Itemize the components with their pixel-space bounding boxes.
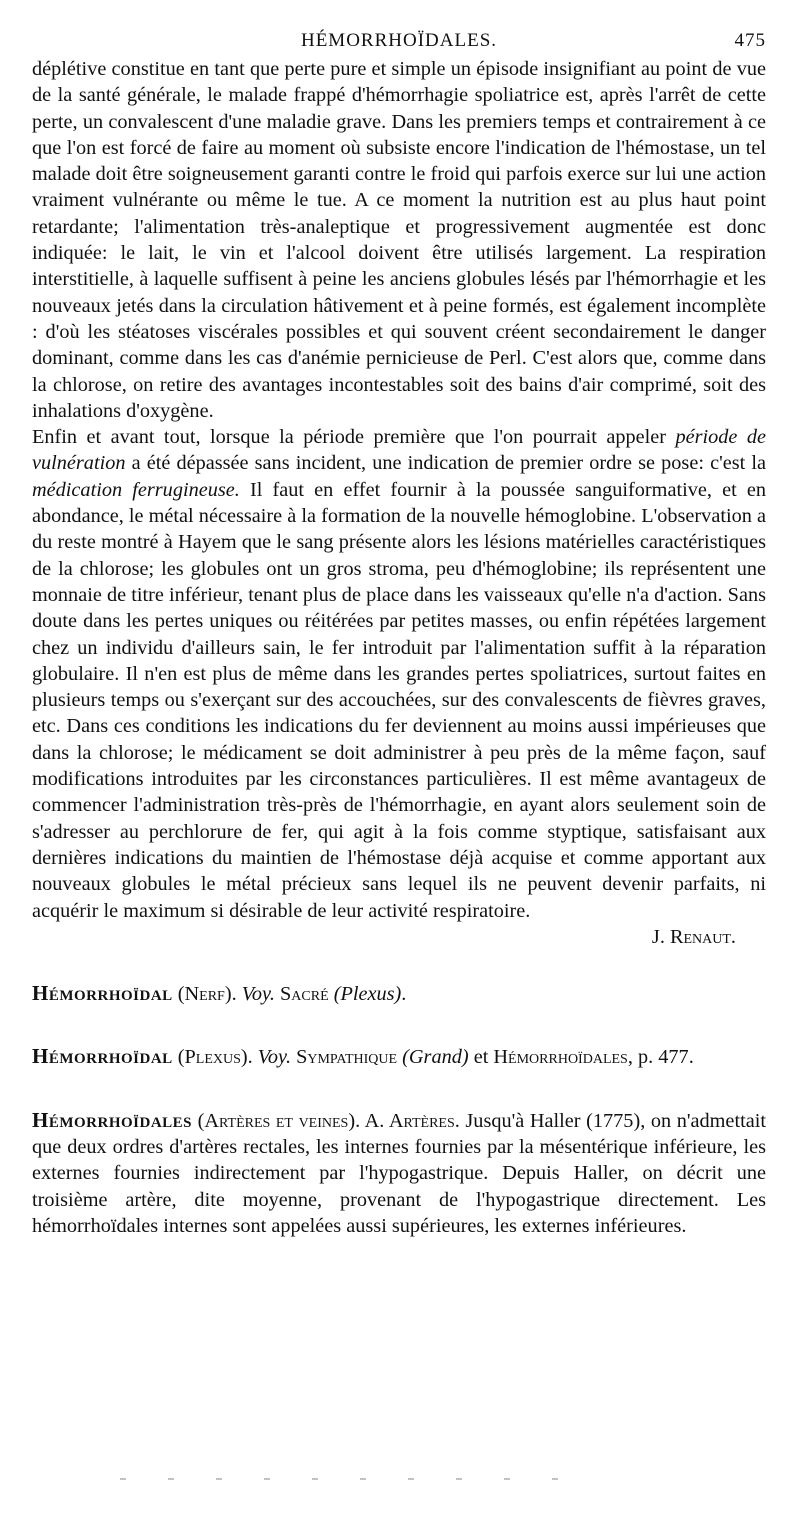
- entry-headword: Hémorrhoïdal: [32, 981, 173, 1006]
- cross-reference-detail: (Plexus): [333, 983, 402, 1006]
- cross-reference: Sacré: [274, 983, 334, 1006]
- entry-nerf: [32, 980, 766, 1007]
- book-page: [32, 30, 766, 1239]
- entry-headword: Hémorrhoïdal: [32, 1044, 173, 1069]
- entry-text: Jusqu'à Haller (1775), on n'admettait que deux ordres d'artères rectales, les internes fournies par la mésentérique inférieure, les externes fournies indirectement par l'hypogastrique. Depuis Haller, on décrit une troisième artère, dite moyenne, provenant de l'hypogastrique directement. Les hémorrhoïdales internes sont appelées aussi supérieures, les externes inférieures.: [32, 1109, 766, 1237]
- term-vulneration: période de vulnération: [32, 426, 767, 475]
- author-signature: [32, 924, 766, 950]
- scan-artifact-line: [120, 1478, 580, 1480]
- article-body: [32, 56, 766, 950]
- conjunction: et: [468, 1046, 494, 1069]
- entry-headword: Hémorrhoïdales: [32, 1107, 193, 1132]
- entry-qualifier: (Nerf).: [172, 983, 242, 1006]
- entry-tail: , p. 477.: [627, 1046, 694, 1069]
- author-name: J. Renaut.: [651, 925, 736, 948]
- entry-qualifier: (Plexus).: [172, 1046, 258, 1069]
- entry-tail: .: [401, 983, 407, 1006]
- cross-reference: Sympathique: [291, 1046, 403, 1069]
- paragraph-continued: déplétive constitue en tant que perte pure et simple un épisode insignifiant au point de vue de la santé générale, le malade frappé d'hémorrhagie spoliatrice est, après l'arrêt de cette perte, un convalescent d'une maladie grave. Dans les premiers temps et contrairement à ce que l'on est forcé de faire au moment où subsiste encore l'indication de l'hémostase, un tel malade doit être soigneusement garanti contre le froid qui parfois exerce sur lui une action vraiment vulnérante ou même le tue. A ce moment la nutrition est au plus haut point retardante; l'alimentation très-analeptique et progressivement augmentée est donc indiquée: le lait, le vin et l'alcool doivent être utilisés largement. La respiration interstitielle, à laquelle suffisent à peine les anciens globules lésés par l'hémorrhagie et les nouveaux jetés dans la circulation hâtivement et à peine formés, est également incomplète : d'où les stéatoses viscérales possibles et qui souvent créent secondairement le danger dominant, comme dans les cas d'anémie pernicieuse de Perl. C'est alors que, comme dans la chlorose, on retire des avantages incontestables soit des bains d'air comprimé, soit des inhalations d'oxygène.: [32, 58, 766, 422]
- section-label: A. Artères.: [364, 1109, 460, 1132]
- voy-label: Voy.: [257, 1046, 292, 1069]
- text-run: a été dépassée sans incident, une indication de premier ordre se pose: c'est la: [125, 452, 766, 475]
- voy-label: Voy.: [241, 983, 275, 1006]
- entry-plexus: [32, 1043, 766, 1070]
- running-title: HÉMORRHOÏDALES.: [300, 30, 498, 51]
- text-run: Il faut en effet fournir à la poussée sanguiformative, et en abondance, le métal nécessaire à la formation de la nouvelle hémoglobine. L'observation a du reste montré à Hayem que le sang présente alors les lésions matérielles caractéristiques de la chlorose; les globules ont un gros stroma, peu d'hémoglobine; ils représentent une monnaie de titre inférieur, tenant plus de place dans les vaisseaux qu'elle n'a d'action. Sans doute dans les pertes uniques ou réitérées par petites masses, ou enfin répétées largement chez un individu d'ailleurs sain, le fer introduit par l'alimentation suffit à la réparation globulaire. Il n'en est plus de même dans les grandes pertes spoliatrices, surtout faites en plusieurs temps ou s'exerçant sur des accouchées, sur des convalescents de fièvres graves, etc. Dans ces conditions les indications du fer deviennent au moins aussi impérieuses que dans la chlorose; le médicament se doit administrer à peu près de la même façon, sauf modifications introduites par les circonstances particulières. Il est même avantageux de commencer l'administration très-près de l'hémorrhagie, en ayant alors seulement soin de s'adresser au perchlorure de fer, qui agit à la fois comme styptique, satisfaisant aux dernières indications du maintien de l'hémostase déjà acquise et comme apportant aux nouveaux globules le métal précieux sans lequel ils ne peuvent devenir parfaits, ni acquérir le maximum si désirable de leur activité respiratoire.: [32, 478, 766, 922]
- running-head: [32, 30, 766, 56]
- cross-reference-detail: (Grand): [402, 1046, 469, 1069]
- entry-qualifier: (Artères et veines).: [192, 1109, 365, 1132]
- entry-arteres-veines: [32, 1107, 766, 1239]
- text-run: Enfin et avant tout, lorsque la période première que l'on pourrait appeler: [32, 426, 676, 449]
- page-number: 475: [734, 30, 766, 51]
- paragraph-iron-treatment: [32, 424, 766, 924]
- term-medication: médication ferrugineuse.: [32, 478, 240, 501]
- cross-reference-2: Hémorrhoïdales: [493, 1046, 628, 1069]
